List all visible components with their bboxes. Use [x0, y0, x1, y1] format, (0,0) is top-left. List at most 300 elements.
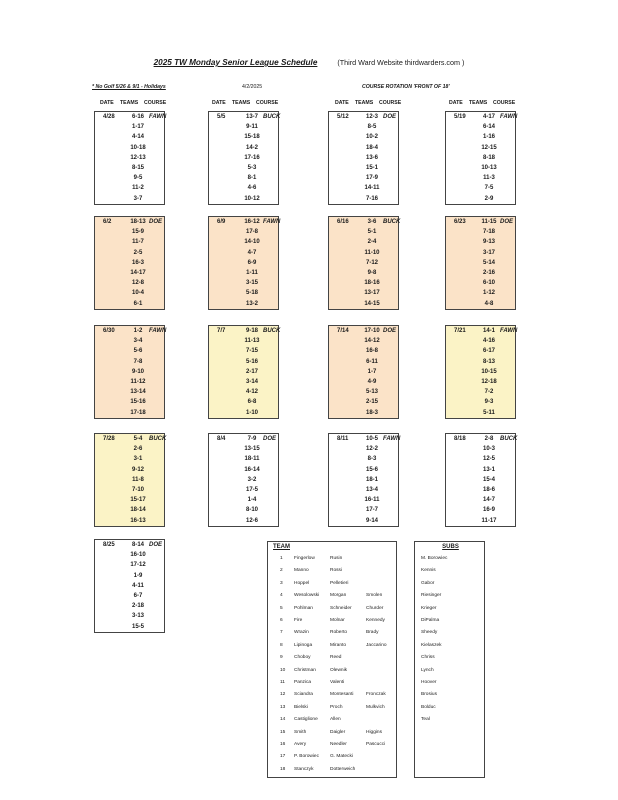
- matchup-row: [209, 237, 278, 247]
- matchup-teams: 3-4: [133, 338, 143, 345]
- column-header-course: COURSE: [256, 100, 279, 106]
- week-box: [328, 433, 399, 527]
- matchup-teams: 7-5: [484, 185, 494, 192]
- team-player: Wesolowski: [294, 593, 320, 599]
- team-player: Rossi: [330, 568, 342, 574]
- matchup-row: [95, 516, 164, 526]
- matchup-teams: 6-9: [247, 259, 257, 266]
- week-box: [328, 325, 399, 419]
- week-date: 6/16: [337, 219, 349, 225]
- matchup-teams: 2-18: [131, 603, 144, 610]
- team-player: Miranto: [330, 642, 346, 648]
- team-player: Valenti: [330, 680, 345, 685]
- week-box: [94, 539, 165, 633]
- subs-heading: SUBS: [442, 544, 459, 550]
- matchup-teams: 10-15: [481, 368, 497, 375]
- matchup-row: [446, 505, 515, 515]
- team-player: Dotterweich: [330, 766, 356, 772]
- week-date: 7/21: [454, 328, 466, 334]
- matchup-teams: 15-1: [365, 164, 378, 171]
- week-box: [328, 216, 399, 310]
- matchup-row: [446, 153, 515, 163]
- team-row: [268, 740, 398, 750]
- matchup-row: [446, 278, 515, 288]
- team-row: [268, 653, 398, 663]
- team-player: Smith: [294, 729, 307, 735]
- week-date: 5/19: [454, 114, 466, 120]
- matchup-teams: 17-10: [364, 328, 380, 334]
- matchup-teams: 17-8: [245, 229, 258, 236]
- team-player: Needler: [330, 742, 347, 747]
- team-row: [268, 591, 398, 601]
- matchup-teams: 14-10: [244, 239, 260, 246]
- matchup-teams: 5-4: [133, 436, 143, 442]
- matchup-teams: 1-2: [133, 328, 143, 334]
- sub-name: Hoover: [421, 680, 437, 685]
- matchup-row: [329, 336, 398, 346]
- matchup-teams: 3-14: [245, 378, 258, 385]
- matchup-row: [329, 454, 398, 464]
- course-rotation-note: COURSE ROTATION 'FRONT OF 18': [362, 84, 450, 90]
- matchup-row: [209, 268, 278, 278]
- matchup-teams: 9-11: [246, 124, 258, 131]
- column-header-date: DATE: [212, 100, 226, 106]
- team-player: Molnar: [330, 618, 345, 623]
- matchup-teams: 9-13: [482, 239, 495, 246]
- matchup-teams: 18-11: [244, 456, 260, 463]
- matchup-row: [95, 367, 164, 377]
- week-box: [445, 216, 516, 310]
- matchup-row: [95, 237, 164, 247]
- matchup-row: [95, 288, 164, 298]
- week-date: 7/14: [337, 328, 349, 334]
- matchup-teams: 2-4: [367, 239, 377, 246]
- team-player: Morgan: [330, 593, 347, 599]
- week-date: 4/28: [103, 114, 115, 120]
- matchup-teams: 10-3: [482, 446, 495, 453]
- matchup-row: [446, 132, 515, 142]
- matchup-teams: 5-3: [247, 164, 257, 171]
- matchup-row: [209, 336, 278, 346]
- matchup-teams: 14-7: [482, 497, 495, 504]
- team-number: 8: [280, 642, 283, 648]
- matchup-teams: 14-12: [364, 338, 380, 345]
- matchup-row: [95, 611, 164, 621]
- column-header-teams: TEAMS: [469, 100, 488, 106]
- matchup-teams: 1-12: [482, 290, 495, 297]
- matchup-teams: 16-12: [244, 219, 260, 225]
- matchup-teams: 9-12: [131, 466, 144, 473]
- matchup-teams: 9-14: [365, 517, 378, 524]
- week-box: [94, 111, 165, 205]
- matchup-row: [446, 288, 515, 298]
- matchup-teams: 17-18: [130, 409, 146, 416]
- team-row: [268, 690, 398, 700]
- week-course: DOE: [263, 436, 277, 442]
- matchup-row: [95, 132, 164, 142]
- matchup-teams: 7-16: [365, 195, 378, 202]
- matchup-row: [446, 397, 515, 407]
- week-date: 6/2: [103, 219, 112, 225]
- team-player: Avery: [294, 742, 307, 747]
- matchup-row: [95, 387, 164, 397]
- column-header-course: COURSE: [379, 100, 402, 106]
- matchup-teams: 16-3: [131, 259, 144, 266]
- matchup-row: [209, 495, 278, 505]
- team-player: Hoppel: [294, 580, 310, 586]
- matchup-teams: 2-15: [365, 399, 378, 406]
- matchup-row: [95, 143, 164, 153]
- week-course: DOE: [383, 328, 397, 334]
- matchup-teams: 2-16: [482, 269, 495, 276]
- matchup-row: [329, 326, 398, 336]
- matchup-row: [329, 122, 398, 132]
- team-row: [268, 604, 398, 614]
- matchup-row: [209, 258, 278, 268]
- matchup-row: [329, 367, 398, 377]
- week-course: FAWN: [149, 328, 167, 334]
- matchup-teams: 7-15: [245, 348, 258, 355]
- matchup-row: [209, 194, 278, 204]
- team-player: Bielski: [294, 704, 308, 710]
- matchup-row: [446, 357, 515, 367]
- matchup-row: [95, 299, 164, 309]
- matchup-teams: 4-12: [245, 389, 258, 396]
- team-player: Sciandra: [294, 692, 313, 698]
- matchup-teams: 15-17: [130, 497, 146, 504]
- matchup-teams: 4-17: [482, 114, 495, 120]
- matchup-teams: 16-13: [130, 517, 146, 524]
- matchup-row: [95, 336, 164, 346]
- matchup-teams: 13-7: [245, 114, 258, 120]
- matchup-row: [209, 299, 278, 309]
- matchup-row: [95, 326, 167, 336]
- matchup-teams: 3-15: [245, 280, 258, 287]
- revision-date: 4/2/2025: [242, 84, 263, 90]
- matchup-row: [95, 183, 164, 193]
- matchup-teams: 3-6: [367, 219, 377, 225]
- matchup-teams: 6-8: [247, 399, 257, 406]
- matchup-teams: 13-14: [130, 389, 146, 396]
- team-player: Mulkvich: [366, 704, 385, 710]
- matchup-row: [95, 194, 164, 204]
- sub-name: Chriss: [421, 655, 435, 661]
- matchup-row: [329, 153, 398, 163]
- sub-name: M. Borowiec: [421, 556, 448, 561]
- matchup-teams: 18-3: [365, 409, 378, 416]
- matchup-row: [446, 454, 515, 464]
- matchup-teams: 8-3: [367, 456, 377, 463]
- matchup-teams: 1-9: [133, 572, 143, 579]
- matchup-teams: 16-14: [244, 466, 260, 473]
- matchup-teams: 5-1: [367, 229, 377, 236]
- week-course: FAWN: [263, 219, 281, 225]
- matchup-teams: 8-1: [247, 175, 257, 182]
- matchup-teams: 9-8: [367, 269, 377, 276]
- matchup-row: [209, 485, 278, 495]
- matchup-row: [446, 434, 518, 444]
- matchup-teams: 12-2: [365, 446, 378, 453]
- matchup-row: [446, 122, 515, 132]
- matchup-teams: 9-10: [131, 368, 144, 375]
- matchup-row: [209, 505, 278, 515]
- matchup-row: [209, 153, 278, 163]
- team-player: Smolen: [366, 593, 383, 599]
- week-date: 5/5: [217, 114, 226, 120]
- matchup-row: [446, 326, 518, 336]
- team-player: Choboy: [294, 655, 311, 661]
- matchup-teams: 6-7: [133, 592, 143, 599]
- matchup-row: [209, 227, 278, 237]
- matchup-teams: 6-1: [133, 300, 143, 307]
- matchup-teams: 18-1: [365, 476, 378, 483]
- sub-name: Teal: [421, 717, 430, 723]
- team-row: [268, 579, 398, 589]
- matchup-row: [95, 377, 164, 387]
- matchup-teams: 6-16: [131, 114, 144, 120]
- matchup-teams: 16-9: [482, 507, 495, 514]
- matchup-row: [329, 237, 398, 247]
- matchup-row: [209, 278, 278, 288]
- matchup-row: [329, 516, 398, 526]
- week-course: FAWN: [383, 436, 401, 442]
- matchup-teams: 8-18: [482, 154, 495, 161]
- matchup-row: [446, 367, 515, 377]
- matchup-teams: 13-4: [365, 486, 378, 493]
- matchup-row: [209, 408, 278, 418]
- matchup-row: [209, 346, 278, 356]
- matchup-teams: 13-2: [245, 300, 258, 307]
- matchup-row: [95, 227, 164, 237]
- team-player: Panzica: [294, 680, 312, 685]
- matchup-row: [329, 444, 398, 454]
- matchup-row: [209, 248, 278, 258]
- week-course: BUCK: [383, 219, 401, 225]
- matchup-teams: 2-6: [133, 446, 143, 453]
- matchup-teams: 6-14: [482, 124, 495, 131]
- matchup-row: [95, 153, 164, 163]
- matchup-teams: 14-1: [482, 328, 495, 334]
- team-row: [268, 666, 398, 676]
- matchup-teams: 7-10: [131, 486, 144, 493]
- team-row: [268, 765, 398, 775]
- matchup-row: [329, 299, 398, 309]
- column-header-teams: TEAMS: [232, 100, 251, 106]
- team-row: [268, 566, 398, 576]
- team-number: 1: [280, 556, 283, 561]
- matchup-row: [95, 217, 164, 227]
- matchup-teams: 5-13: [365, 389, 378, 396]
- team-player: Churder: [366, 605, 384, 611]
- week-date: 8/11: [337, 436, 349, 442]
- week-box: [208, 433, 279, 527]
- team-player: Fire: [294, 618, 303, 623]
- week-course: DOE: [500, 219, 514, 225]
- matchup-teams: 1-4: [247, 497, 257, 504]
- matchup-row: [95, 444, 164, 454]
- matchup-row: [209, 516, 278, 526]
- team-player: Allen: [330, 717, 341, 723]
- matchup-teams: 15-18: [244, 134, 260, 141]
- matchup-teams: 4-6: [247, 185, 257, 192]
- matchup-teams: 16-10: [130, 552, 146, 559]
- matchup-teams: 12-6: [245, 517, 258, 524]
- matchup-teams: 7-18: [482, 229, 495, 236]
- matchup-teams: 11-2: [132, 185, 144, 192]
- matchup-teams: 9-5: [133, 175, 143, 182]
- matchup-teams: 3-1: [133, 456, 143, 463]
- matchup-teams: 5-18: [245, 290, 258, 297]
- matchup-row: [209, 217, 281, 227]
- matchup-row: [329, 258, 398, 268]
- team-player: Pascucci: [366, 742, 386, 747]
- matchup-teams: 12-13: [130, 154, 146, 161]
- column-header-teams: TEAMS: [120, 100, 139, 106]
- matchup-row: [95, 248, 164, 258]
- matchup-row: [446, 112, 518, 122]
- matchup-teams: 13-6: [365, 154, 378, 161]
- matchup-row: [209, 454, 278, 464]
- matchup-teams: 14-2: [245, 144, 258, 151]
- matchup-row: [95, 622, 164, 632]
- team-player: Daigler: [330, 729, 346, 735]
- matchup-teams: 3-2: [247, 476, 257, 483]
- matchup-row: [329, 495, 398, 505]
- matchup-teams: 8-5: [367, 124, 377, 131]
- team-player: Castiglione: [294, 717, 318, 723]
- team-number: 17: [280, 754, 286, 760]
- week-course: DOE: [383, 114, 397, 120]
- matchup-row: [446, 173, 515, 183]
- matchup-row: [329, 163, 398, 173]
- matchup-teams: 4-16: [482, 338, 495, 345]
- matchup-teams: 6-10: [482, 280, 495, 287]
- team-number: 18: [280, 766, 286, 772]
- matchup-row: [209, 143, 278, 153]
- matchup-row: [329, 143, 398, 153]
- matchup-row: [329, 357, 398, 367]
- matchup-row: [446, 217, 515, 227]
- matchup-teams: 18-4: [365, 144, 378, 151]
- sub-name: Gabor: [421, 580, 435, 586]
- matchup-row: [329, 485, 398, 495]
- matchup-teams: 2-8: [484, 436, 494, 442]
- matchup-teams: 15-16: [130, 399, 146, 406]
- matchup-row: [95, 601, 164, 611]
- matchup-row: [446, 227, 515, 237]
- team-roster: [267, 541, 397, 778]
- matchup-row: [95, 560, 164, 570]
- matchup-teams: 1-10: [245, 409, 258, 416]
- sub-name: Kennis: [421, 568, 436, 574]
- matchup-row: [329, 397, 398, 407]
- matchup-row: [329, 465, 398, 475]
- matchup-row: [209, 326, 281, 336]
- matchup-row: [209, 183, 278, 193]
- matchup-row: [329, 346, 398, 356]
- matchup-row: [446, 485, 515, 495]
- matchup-row: [329, 248, 398, 258]
- matchup-teams: 11-13: [244, 338, 260, 345]
- team-player: Fronczak: [366, 692, 386, 698]
- week-box: [208, 216, 279, 310]
- team-number: 14: [280, 717, 286, 723]
- matchup-teams: 13-17: [364, 290, 380, 297]
- matchup-row: [446, 377, 515, 387]
- matchup-row: [95, 495, 164, 505]
- matchup-row: [329, 268, 398, 278]
- matchup-teams: 5-16: [245, 358, 258, 365]
- week-course: FAWN: [500, 328, 518, 334]
- week-course: FAWN: [500, 114, 518, 120]
- matchup-teams: 3-7: [133, 195, 143, 202]
- matchup-teams: 4-9: [367, 378, 377, 385]
- team-row: [268, 715, 398, 725]
- matchup-teams: 13-1: [482, 466, 495, 473]
- week-box: [445, 325, 516, 419]
- week-date: 6/23: [454, 219, 466, 225]
- matchup-teams: 5-6: [133, 348, 143, 355]
- matchup-row: [329, 505, 398, 515]
- matchup-row: [209, 132, 278, 142]
- matchup-row: [95, 505, 164, 515]
- matchup-teams: 7-2: [484, 389, 494, 396]
- week-date: 8/4: [217, 436, 226, 442]
- week-date: 8/18: [454, 436, 466, 442]
- matchup-teams: 10-4: [131, 290, 144, 297]
- team-player: G. Matecki: [330, 754, 353, 760]
- matchup-row: [209, 173, 278, 183]
- matchup-row: [95, 268, 164, 278]
- week-date: 7/7: [217, 328, 226, 334]
- matchup-row: [95, 485, 164, 495]
- matchup-row: [329, 112, 398, 122]
- team-number: 6: [280, 618, 283, 623]
- team-row: [268, 616, 398, 626]
- week-box: [445, 111, 516, 205]
- matchup-row: [446, 346, 515, 356]
- team-row: [268, 554, 398, 564]
- matchup-row: [446, 248, 515, 258]
- matchup-teams: 14-11: [364, 185, 380, 192]
- matchup-teams: 10-12: [244, 195, 260, 202]
- matchup-row: [209, 122, 278, 132]
- week-course: BUCK: [263, 114, 281, 120]
- team-row: [268, 752, 398, 762]
- matchup-teams: 14-17: [130, 269, 146, 276]
- matchup-row: [95, 454, 164, 464]
- matchup-row: [446, 387, 515, 397]
- team-player: Lipinoga: [294, 642, 313, 648]
- team-player: Kennedy: [366, 618, 385, 623]
- matchup-row: [446, 495, 515, 505]
- matchup-row: [329, 227, 398, 237]
- team-player: Wrazin: [294, 630, 309, 636]
- team-number: 10: [280, 667, 286, 673]
- team-number: 12: [280, 692, 286, 698]
- matchup-row: [446, 516, 515, 526]
- team-row: [268, 728, 398, 738]
- team-player: Stanczyk: [294, 766, 314, 772]
- matchup-teams: 11-7: [132, 239, 144, 246]
- sub-name: Bolduc: [421, 704, 436, 710]
- matchup-row: [95, 434, 167, 444]
- matchup-row: [446, 336, 515, 346]
- matchup-row: [95, 346, 164, 356]
- matchup-teams: 17-12: [130, 562, 146, 569]
- week-box: [208, 111, 279, 205]
- sub-name: Lynch: [421, 667, 434, 673]
